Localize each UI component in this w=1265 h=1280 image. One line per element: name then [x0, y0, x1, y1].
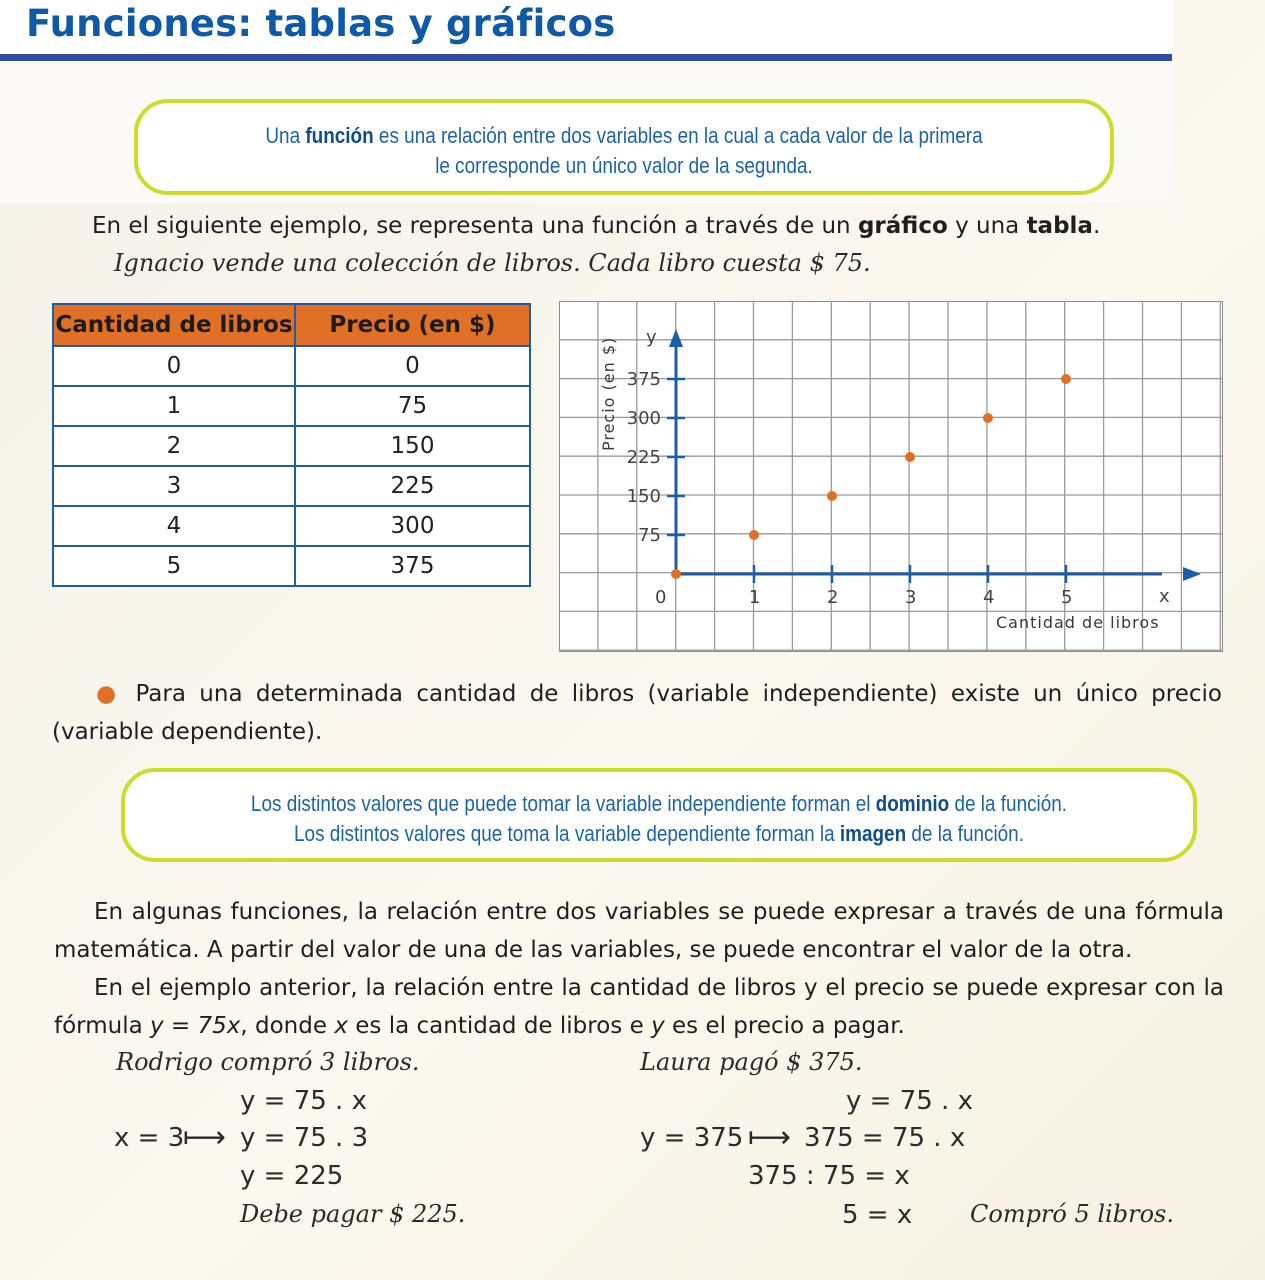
- data-point: [983, 413, 993, 423]
- laura-answer: Compró 5 libros.: [970, 1200, 1174, 1228]
- data-point: [905, 452, 915, 462]
- table-row: [53, 466, 530, 506]
- rodrigo-equation-1: y = 75 . x: [240, 1086, 367, 1116]
- x-axis-title: Cantidad de libros: [996, 613, 1160, 632]
- callout-text: Los distintos valores que toma la variable dependiente forman la: [294, 821, 840, 846]
- x-tick-label: 3: [905, 587, 917, 608]
- x-tick-label: 4: [983, 587, 995, 608]
- table-cell: 75: [295, 386, 530, 426]
- table-row: [53, 506, 530, 546]
- data-point: [671, 569, 681, 579]
- callout-text: Los distintos valores que puede tomar la variable independiente forman el: [250, 791, 876, 816]
- table-header: Cantidad de libros: [53, 304, 295, 346]
- data-point: [827, 491, 837, 501]
- rodrigo-given: x = 3: [114, 1123, 185, 1153]
- rodrigo-answer: Debe pagar $ 225.: [240, 1200, 466, 1228]
- image-term: imagen: [839, 821, 907, 846]
- origin-label: 0: [655, 587, 667, 608]
- table-cell: 2: [53, 426, 295, 466]
- intro-term-grafico: gráfico: [857, 213, 948, 239]
- formula-text: es la cantidad de libros e: [347, 1013, 652, 1039]
- title-underline: [0, 54, 1172, 61]
- table-cell: 1: [53, 386, 295, 426]
- formula-paragraph-1: En algunas funciones, la relación entre dos variables se puede expresar a través de una fórmula matemática. A partir del valor de una de las variables, se puede encontrar el valor de la otra.: [54, 899, 1224, 963]
- formula-text: , donde: [240, 1013, 335, 1039]
- variable-y: y: [651, 1013, 665, 1039]
- table-cell: 5: [53, 546, 295, 586]
- y-tick-label: 225: [626, 447, 661, 468]
- data-table: [52, 303, 531, 587]
- y-axis-title: Precio (en $): [599, 336, 618, 451]
- laura-equation-1: y = 75 . x: [846, 1086, 973, 1116]
- table-header-row: [53, 304, 530, 346]
- rodrigo-statement: Rodrigo compró 3 libros.: [116, 1048, 420, 1076]
- laura-equation-2: 375 = 75 . x: [804, 1123, 966, 1153]
- table-row: [53, 546, 530, 586]
- intro-text: En el siguiente ejemplo, se representa una función a través de un: [92, 213, 858, 239]
- table-cell: 300: [295, 506, 530, 546]
- domain-image-callout: [121, 768, 1197, 862]
- definition-text: Una: [265, 123, 306, 148]
- data-point: [749, 530, 759, 540]
- definition-line-2: le corresponde un único valor de la segunda.: [435, 153, 813, 178]
- definition-callout: [134, 99, 1114, 195]
- y-tick-label: 300: [626, 408, 661, 429]
- definition-term: función: [305, 123, 374, 148]
- table-cell: 375: [295, 546, 530, 586]
- example-statement: Ignacio vende una colección de libros. Cada libro cuesta $ 75.: [114, 249, 871, 277]
- formula: y = 75x: [150, 1013, 241, 1039]
- x-axis-letter: x: [1159, 586, 1170, 607]
- bullet-paragraph: [52, 675, 1222, 751]
- maps-to-arrow-icon: ⟼: [183, 1120, 227, 1155]
- bullet-dot-icon: ●: [90, 681, 123, 707]
- laura-given: y = 375: [640, 1123, 744, 1153]
- table-row: [53, 386, 530, 426]
- rodrigo-equation-3: y = 225: [240, 1161, 344, 1191]
- y-tick-label: 75: [638, 525, 661, 546]
- formula-paragraph-2: [54, 969, 1224, 1045]
- table-cell: 3: [53, 466, 295, 506]
- intro-text: y una: [947, 213, 1027, 239]
- table-cell: 0: [53, 346, 295, 386]
- rodrigo-equation-2: y = 75 . 3: [240, 1123, 369, 1153]
- x-tick-label: 1: [749, 587, 761, 608]
- intro-term-tabla: tabla: [1026, 213, 1093, 239]
- callout-text: de la función.: [906, 821, 1024, 846]
- y-axis-letter: y: [646, 327, 657, 348]
- table-row: [53, 346, 530, 386]
- definition-line-1: [206, 121, 1042, 151]
- formula-text: es el precio a pagar.: [664, 1013, 905, 1039]
- intro-paragraph: [92, 207, 1122, 245]
- data-point: [1061, 374, 1071, 384]
- y-tick-label: 375: [626, 369, 661, 390]
- table-cell: 0: [295, 346, 530, 386]
- table-cell: 150: [295, 426, 530, 466]
- table-row: [53, 426, 530, 466]
- function-graph: [559, 301, 1223, 652]
- table-cell: 225: [295, 466, 530, 506]
- intro-text: .: [1092, 213, 1101, 239]
- domain-line: [200, 789, 1118, 819]
- x-tick-label: 2: [827, 587, 839, 608]
- page-title: Funciones: tablas y gráficos: [26, 2, 616, 45]
- table-cell: 4: [53, 506, 295, 546]
- formula-text: En el ejemplo anterior, la relación entre la cantidad de libros y el precio se puede expresar con la fórmula: [54, 975, 1224, 1039]
- callout-text: de la función.: [949, 791, 1068, 816]
- image-line: [200, 819, 1118, 849]
- laura-equation-4: 5 = x: [842, 1200, 913, 1230]
- maps-to-arrow-icon: ⟼: [748, 1120, 792, 1155]
- y-tick-label: 150: [626, 486, 661, 507]
- bullet-text: Para una determinada cantidad de libros (variable independiente) existe un único precio (variable dependiente).: [52, 681, 1222, 745]
- table-header: Precio (en $): [295, 304, 530, 346]
- laura-statement: Laura pagó $ 375.: [640, 1048, 863, 1076]
- variable-x: x: [334, 1013, 348, 1039]
- x-tick-label: 5: [1061, 587, 1073, 608]
- domain-term: dominio: [875, 791, 950, 816]
- definition-text: es una relación entre dos variables en la cual a cada valor de la primera: [373, 123, 983, 148]
- laura-equation-3: 375 : 75 = x: [748, 1161, 910, 1191]
